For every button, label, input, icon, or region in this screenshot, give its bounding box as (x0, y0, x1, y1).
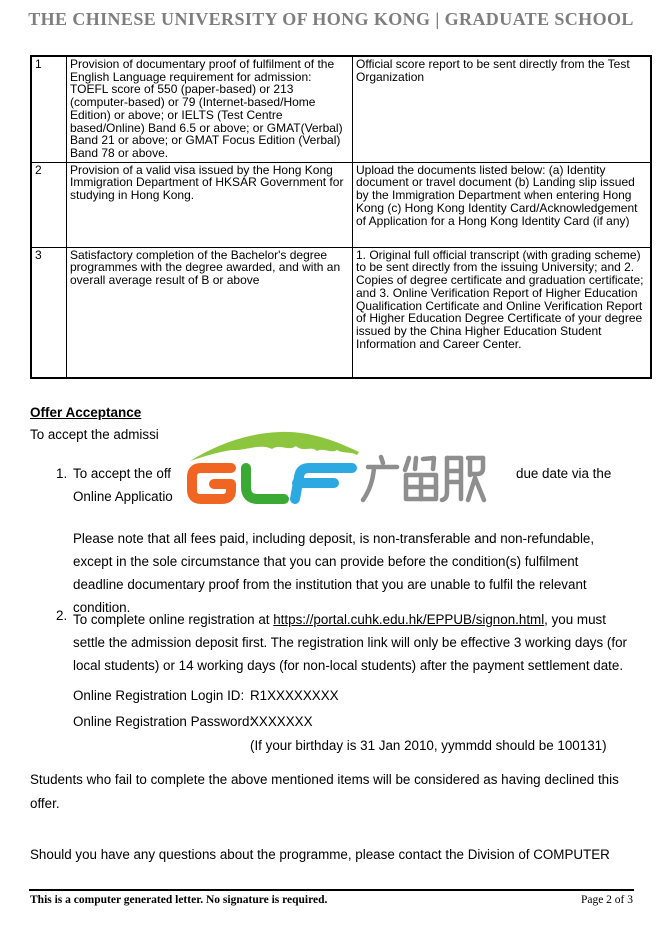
list-item-2-number: 2. (56, 608, 68, 623)
row-number: 3 (31, 247, 67, 378)
password-label: Online Registration Password: (73, 714, 254, 729)
documents-cell: 1. Original full official transcript (with grading scheme) to be sent directly from the issuing University; and 2. Copies of degree certificate and graduation certificate; and 3. Online Verification Report of Higher Education Qualification Certificate and Online Verification Report of Higher Education Degree Certificate of your degree issued by the China Higher Education Student Information and Career Center. (353, 247, 652, 378)
footer-divider (29, 889, 634, 891)
glf-swoosh-icon (190, 432, 359, 461)
documents-cell: Official score report to be sent directly from the Test Organization (353, 56, 652, 162)
table-row (31, 247, 651, 378)
list-item-1-text-line2: Online Applicatio (73, 489, 173, 504)
glf-letter-l (246, 468, 284, 499)
row-number: 1 (31, 56, 67, 162)
footer-note: This is a computer generated letter. No signature is required. (30, 894, 328, 906)
password-note: (If your birthday is 31 Jan 2010, yymmdd should be 100131) (250, 738, 607, 753)
row-number: 2 (31, 162, 67, 247)
list-item-2-text (73, 608, 629, 677)
condition-cell: Provision of documentary proof of fulfilment of the English Language requirement for admission: TOEFL score of 550 (paper-based) or 213 (computer-based) or 79 (Internet-based/Home Edition) or above; or IELTS (Test Centre based/Online) Band 6.5 or above; or GMAT(Verbal) Band 21 or above; or GMAT Focus Edition (Verbal) Band 78 or above. (67, 56, 353, 162)
page-number: Page 2 of 3 (580, 894, 633, 906)
offer-intro-text: To accept the admissi (30, 427, 159, 442)
login-id-value: R1XXXXXXXX (250, 688, 339, 703)
conditions-table (30, 55, 652, 379)
list-item-1-number: 1. (56, 466, 68, 481)
page-title: THE CHINESE UNIVERSITY OF HONG KONG | GRADUATE SCHOOL (28, 9, 634, 29)
glf-watermark (184, 420, 508, 517)
glf-cjk-liu (405, 458, 436, 499)
table-row (31, 56, 651, 162)
list-item-2-before-link: To complete online registration at (73, 612, 274, 627)
registration-link[interactable]: https://portal.cuhk.edu.hk/EPPUB/signon.html (273, 612, 545, 627)
condition-cell: Satisfactory completion of the Bachelor's degree programmes with the degree awarded, and with an overall average result of B or above (67, 247, 353, 378)
glf-cjk-guang (363, 457, 397, 500)
glf-logo-icon (184, 420, 508, 517)
offer-acceptance-heading: Offer Acceptance (30, 405, 142, 420)
table-row (31, 162, 651, 247)
list-item-1-text: To accept the off (73, 466, 172, 481)
list-item-2-after-link: , you must settle the admission deposit first. The registration link will only be effective 3 working days (for local students) or 14 working days (for non-local students) after the payment settlement date. (73, 612, 627, 673)
password-value: XXXXXXX (250, 714, 313, 729)
decline-paragraph: Students who fail to complete the above mentioned items will be considered as having declined this offer. (30, 772, 619, 811)
list-item-1-text-right: due date via the (516, 466, 612, 481)
condition-cell: Provision of a valid visa issued by the Hong Kong Immigration Department of HKSAR Government for studying in Hong Kong. (67, 162, 353, 247)
login-id-label: Online Registration Login ID: (73, 688, 245, 703)
contact-paragraph: Should you have any questions about the programme, please contact the Division of COMPUTER (30, 847, 610, 862)
fees-note-paragraph: Please note that all fees paid, including deposit, is non-transferable and non-refundable, except in the sole circumstance that you can provide before the condition(s) fulfilment deadline documentary proof from the institution that you are unable to fulfil the relevant condition. (73, 531, 595, 615)
glf-letter-g (192, 468, 231, 499)
documents-cell: Upload the documents listed below: (a) Identity document or travel document (b) Landing slip issued by the Immigration Department when entering Hong Kong (c) Hong Kong Identity Card/Acknowledgement of Application for a Hong Kong Identity Card (if any) (353, 162, 652, 247)
glf-cjk-fu (442, 458, 484, 500)
